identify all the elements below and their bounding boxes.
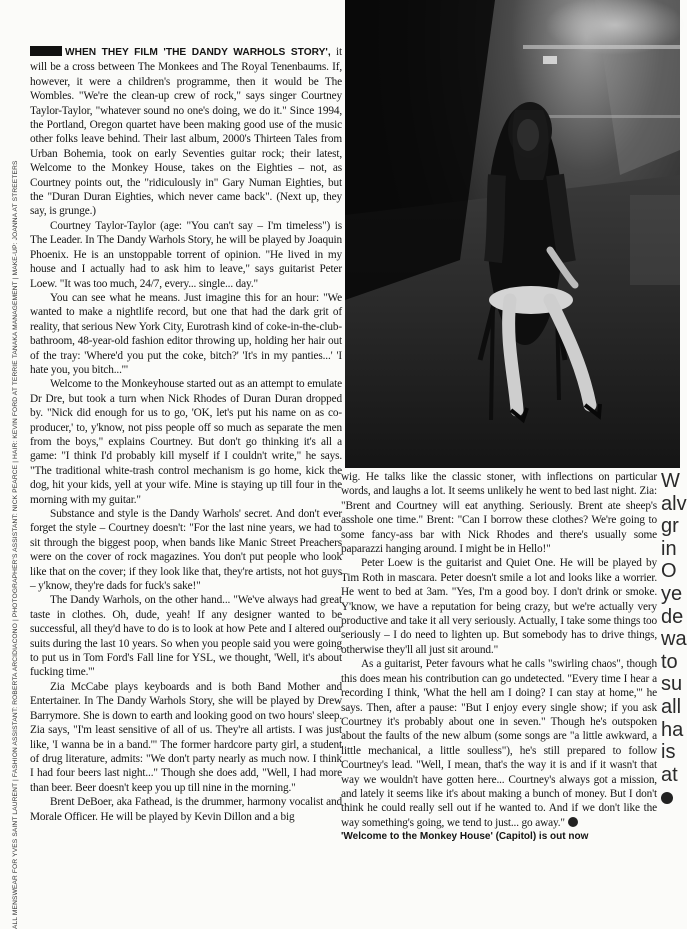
paragraph-4: Welcome to the Monkeyhouse started out as an attempt to emulate Dr Dre, but took a turn when Nick Rhodes of Duran Duran dropped by. "Nick did enough for us to go, 'OK, let's put his name on as co-producer,' to, y'know, not piss people off so much as separate the men from the boys," explains Courtney. But don't go thinking it's all a game: "I think I'd probably kill myself if I couldn't write," he says. "The traditional white-trash control mechanism is go home, kick the dog, hit your kids, yell at your wife. Mine is staying up till four in the morning with my guitar." bbox=[30, 378, 342, 506]
feature-photo bbox=[345, 0, 680, 468]
edge-fragment: alv bbox=[661, 492, 687, 515]
edge-fragment: ye bbox=[661, 582, 683, 605]
edge-fragment: is bbox=[661, 741, 676, 764]
photo-illustration bbox=[345, 0, 680, 468]
edge-fragment: de bbox=[661, 605, 684, 628]
edge-fragment: ha bbox=[661, 718, 684, 741]
edge-fragment: gr bbox=[661, 515, 679, 538]
edge-fragment: W bbox=[661, 470, 680, 492]
edge-fragment: wa bbox=[661, 628, 687, 651]
edge-fragment: at bbox=[661, 763, 678, 786]
paragraph-10: Peter Loew is the guitarist and Quiet One. He will be played by Tim Roth in mascara. Peter doesn't smile a lot and looks like a worrier. He went to bed at 3am. "Yes, I'm a good boy. I don't drink or smoke. Y'know, we have a reputation for being crazy, but we're actually very productive and take it all very seriously. Actually, I take some things too seriously – I do need to lighten up. But somebody has to drive things, otherwise they'll all just sit around." bbox=[341, 557, 657, 656]
photo-credit: ALL MENSWEAR FOR YVES SAINT LAURENT | FASHION ASSISTANT: ROBERTA ARCIDIACONO | PHOTOGRAPHER'S ASSISTANT: NICK PEARCE | HAIR: KEVIN FORD AT TERRIE TANAKA MANAGEMENT | MAKE-UP: JOANNA AT STREETERS bbox=[12, 160, 19, 929]
article-column-left bbox=[30, 45, 342, 824]
paragraph-5: Substance and style is the Dandy Warhols' secret. And don't ever forget the style – Courtney doesn't: "For the last nine years, we had to sit through the biggest poop, when bands like Manic Street Preachers were on the cover of rock magazines. You don't put people who look like that on the cover; if they look like that, they're artists, not hot guys – y'know, they're dads for fuck's sake!" bbox=[30, 508, 342, 593]
paragraph-7: Zia McCabe plays keyboards and is both Band Mother and Entertainer. In The Dandy Warhols Story, she will be played by Drew Barrymore. She is down to earth and looking good on two hours' sleep. Zia says, "I'm least sensitive of all of us. They're all artists. I was just like, 'I wanna be in a band.'" The former hardcore party girl, a student of drug literature, admits: "We don't party nearly as much now. I think I had four beers last night..." Though she does add, "Well, I had more than beer. Beer doesn't keep you up till nine in the morning." bbox=[30, 680, 342, 794]
paragraph-8: Brent DeBoer, aka Fathead, is the drummer, harmony vocalist and Morale Officer. He will be played by Kevin Dillon and a big bbox=[30, 796, 342, 823]
paragraph-3: You can see what he means. Just imagine this for an hour: "We wanted to make a nightlife record, but one that had the dark grit of reality, that serious New York City, Eurotrash kind of coke-in-the-club-bathroom, 48-year-old fashion editor throwing up, holding her hair out of the tray: 'Where'd you put the coke, bitch?' 'It's in my panties...' 'I hate you, you bitch...'" bbox=[30, 291, 342, 376]
paragraph-text: it will be a cross between The Monkees and The Royal Tenenbaums. If, however, it were a children's programme, then it would be The Wombles. "We're the clean-up crew of rock," says singer Courtney Taylor-Taylor, "whatever sound no one's doing, we do it." Since 1994, the Portland, Oregon quartet have been making good use of the music other folks leave behind. Their last album, 2000's Thirteen Tales from Urban Bohemia, took on early Seventies guitar rock; their latest, Welcome to the Monkey House, takes on the Eighties – not, as Courtney points out, the "ridiculously in" Gary Numan Eighties, but the "Duran Duran Eighties, which never came back". (Next up, they say, is grunge.) bbox=[30, 46, 342, 218]
edge-fragment: O bbox=[661, 560, 677, 583]
article-column-right bbox=[341, 470, 657, 845]
paragraph-text: As a guitarist, Peter favours what he calls "swirling chaos", though this does mean his contribution can go undetected. "Every time I hear a recording I think, 'What the hell am I doing? I can stay at home,'" he says. Then, after a pause: "But I enjoy every single show; if you ask Courtney it's probably about one in seven." Though he's outspoken about the faults of the new album (some songs are "a little awkward, a little mechanical, a little soulless"), he's still prepared to follow Courtney's lead. "Well, I mean, that's the way it is and if it wasn't that way we wouldn't have gotten here... Courtney's always got a mission, and lately it seems like it's about making a bunch of money. But I don't think he could really sell out if he wanted to. And if we don't like the way something's going, we tend to just... go away." bbox=[341, 658, 657, 829]
adjacent-column-edge bbox=[661, 470, 687, 786]
edge-fragment: all bbox=[661, 695, 682, 718]
paragraph-11 bbox=[341, 657, 657, 830]
edge-fragment: su bbox=[661, 673, 683, 696]
paragraph-9: wig. He talks like the classic stoner, with inflections on particular words, and laughs a lot. It seems unlikely he went to bed last night. Zia: "Brent and Courtney will eat anything. Seriously. Brent ate sheep's asshole one time." Brent: "Can I borrow these clothes? We're going to some fancy-ass bar with Nick Rhodes and there's usually some paparazzi hanging around. I might be in Hello!" bbox=[341, 471, 657, 556]
paragraph-2: Courtney Taylor-Taylor (age: "You can't say – I'm timeless") is The Leader. In The Dandy Warhols Story, he will be played by Joaquin Phoenix. He is an unstoppable torrent of opinion. "He lived in my house and I actually had to ask him to leave," says guitarist Peter Loew. "It was too much, 24/7, every... single... day." bbox=[30, 219, 342, 290]
paragraph-6: The Dandy Warhols, on the other hand... "We've always had great taste in clothes. Oh, dude, yeah! If any designer wanted to be successful, all they'd have to do is to look at how Pete and I altered our suits during the last 10 years. So when you people said you were going to put us in Tom Ford's Fall line for YSL, we thought, 'Well, it's about fucking time.'" bbox=[30, 594, 342, 679]
album-caption: 'Welcome to the Monkey House' (Capitol) is out now bbox=[341, 831, 589, 843]
edge-fragment: to bbox=[661, 650, 678, 673]
end-mark-icon bbox=[568, 817, 578, 827]
edge-fragment: in bbox=[661, 537, 677, 560]
lead-in: WHEN THEY FILM 'THE DANDY WARHOLS STORY', bbox=[65, 47, 331, 58]
paragraph-1 bbox=[30, 45, 342, 219]
end-mark-icon bbox=[661, 792, 673, 804]
lead-bar bbox=[30, 46, 62, 56]
